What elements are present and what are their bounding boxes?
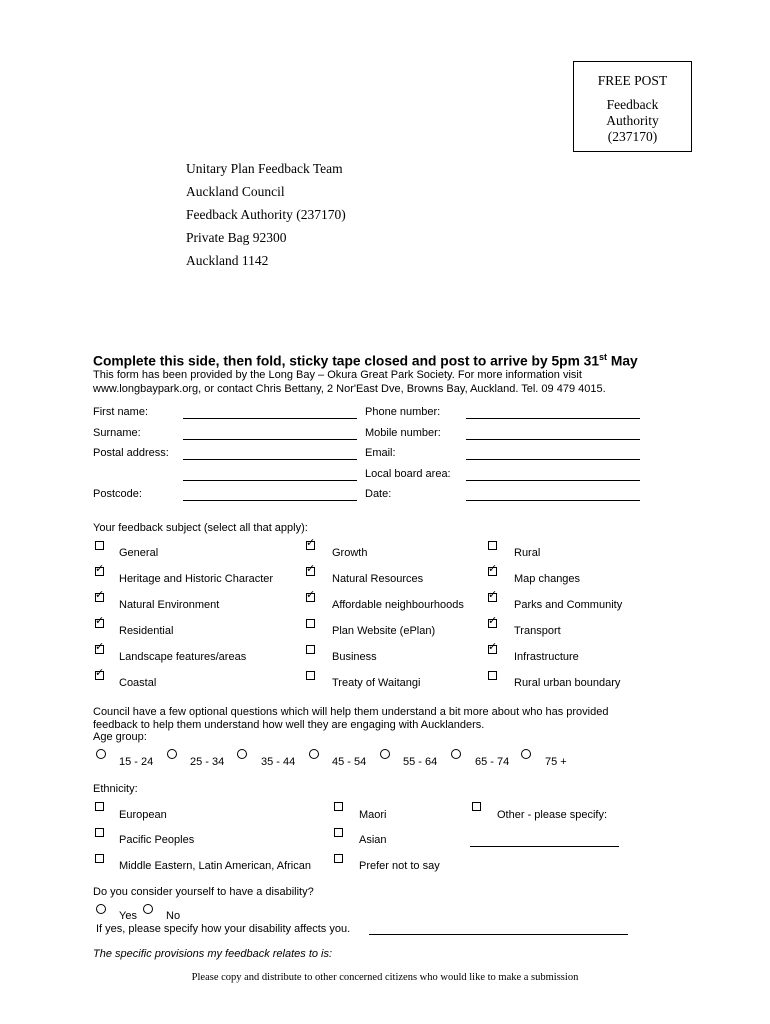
ethnicity-checkbox[interactable]: [334, 802, 343, 811]
subject-checkbox[interactable]: [488, 619, 497, 628]
subject-checkbox[interactable]: [488, 541, 497, 550]
subject-label: Transport: [514, 625, 561, 637]
free-post-label: FREE POST: [597, 73, 668, 88]
local-board-label: Local board area:: [365, 468, 451, 480]
subject-label: Plan Website (ePlan): [332, 625, 436, 637]
age-radio[interactable]: [521, 749, 531, 759]
ethnicity-option: European: [119, 809, 167, 821]
age-radio[interactable]: [380, 749, 390, 759]
optional-intro: Council have a few optional questions which will help them understand a bit more about who has provided: [93, 706, 609, 718]
intro-line: This form has been provided by the Long Bay – Okura Great Park Society. For more information visit: [93, 369, 582, 381]
address-line: Feedback Authority (237170): [186, 207, 346, 222]
subject-label: Coastal: [119, 677, 157, 689]
postal-address-field[interactable]: [183, 459, 357, 460]
subject-checkbox[interactable]: [488, 567, 497, 576]
subject-label: Landscape features/areas: [119, 651, 247, 663]
subject-label: Natural Resources: [332, 573, 424, 585]
subject-checkbox[interactable]: [488, 671, 497, 680]
intro-line: www.longbaypark.org, or contact Chris Bettany, 2 Nor'East Dve, Browns Bay, Auckland. Tel. 09 479 4015.: [93, 383, 606, 395]
age-option-label: 35 - 44: [261, 756, 296, 768]
subject-checkbox[interactable]: [95, 593, 104, 602]
age-radio[interactable]: [237, 749, 247, 759]
subject-label: Parks and Community: [514, 599, 623, 611]
ethnicity-option: Middle Eastern, Latin American, African: [119, 860, 311, 872]
local-board-field[interactable]: [466, 480, 640, 481]
subject-label: Map changes: [514, 573, 581, 585]
subject-checkbox[interactable]: [306, 619, 315, 628]
ethnicity-checkbox[interactable]: [334, 854, 343, 863]
mobile-field[interactable]: [466, 439, 640, 440]
footer-note: Please copy and distribute to other concerned citizens who would like to make a submission: [191, 972, 579, 983]
subject-label: General: [119, 547, 159, 559]
age-option-label: 25 - 34: [190, 756, 225, 768]
first-name-field[interactable]: [183, 418, 357, 419]
ethnicity-option: Other - please specify:: [497, 809, 608, 821]
ethnicity-checkbox[interactable]: [472, 802, 481, 811]
subject-label: Growth: [332, 547, 368, 559]
disability-yes-radio[interactable]: [96, 904, 106, 914]
phone-field[interactable]: [466, 418, 640, 419]
disability-specify-label: If yes, please specify how your disability affects you.: [96, 923, 351, 935]
free-post-box: [573, 61, 692, 152]
postcode-field[interactable]: [183, 500, 357, 501]
age-option-label: 75 +: [545, 756, 567, 768]
age-option-label: 15 - 24: [119, 756, 154, 768]
heading-tail: May: [607, 353, 638, 369]
ethnicity-option: Pacific Peoples: [119, 834, 195, 846]
email-field[interactable]: [466, 459, 640, 460]
subject-label: Infrastructure: [514, 651, 579, 663]
subject-checkbox[interactable]: [95, 619, 104, 628]
disability-no-label: No: [166, 910, 181, 922]
age-option-label: 55 - 64: [403, 756, 438, 768]
subject-label: Rural urban boundary: [514, 677, 621, 689]
heading-main: Complete this side, then fold, sticky tape closed and post to arrive by 5pm 31: [93, 353, 600, 369]
age-option-label: 65 - 74: [475, 756, 510, 768]
address-line: Unitary Plan Feedback Team: [186, 161, 343, 176]
subject-label: Heritage and Historic Character: [119, 573, 274, 585]
subject-checkbox[interactable]: [488, 645, 497, 654]
age-option-label: 45 - 54: [332, 756, 367, 768]
age-group-label: Age group:: [93, 731, 147, 743]
ethnicity-option: Maori: [359, 809, 387, 821]
subject-checkbox[interactable]: [95, 645, 104, 654]
subject-checkbox[interactable]: [488, 593, 497, 602]
form-heading: [93, 352, 638, 369]
subject-checkbox[interactable]: [95, 541, 104, 550]
ethnicity-checkbox[interactable]: [95, 802, 104, 811]
subject-checkbox[interactable]: [306, 645, 315, 654]
surname-field[interactable]: [183, 439, 357, 440]
address-line: Auckland Council: [186, 184, 285, 199]
other-ethnicity-field[interactable]: [470, 846, 619, 847]
disability-yes-label: Yes: [119, 910, 137, 922]
date-field[interactable]: [466, 500, 640, 501]
subject-label: Affordable neighbourhoods: [332, 599, 464, 611]
first-name-label: First name:: [93, 406, 149, 418]
surname-label: Surname:: [93, 427, 141, 439]
address-line: Private Bag 92300: [186, 230, 287, 245]
phone-label: Phone number:: [365, 406, 441, 418]
address-line: Auckland 1142: [186, 253, 269, 268]
ethnicity-checkbox[interactable]: [95, 828, 104, 837]
postal-address-field-2[interactable]: [183, 480, 357, 481]
subject-label: Natural Environment: [119, 599, 220, 611]
intro-text: [93, 368, 606, 396]
postal-address-label: Postal address:: [93, 447, 169, 459]
subject-checkbox[interactable]: [306, 567, 315, 576]
email-label: Email:: [365, 447, 396, 459]
subject-label: Rural: [514, 547, 541, 559]
age-radio[interactable]: [309, 749, 319, 759]
subject-label: Treaty of Waitangi: [332, 677, 421, 689]
provisions-label: The specific provisions my feedback relates to is:: [93, 948, 333, 960]
subject-checkbox[interactable]: [95, 567, 104, 576]
age-radio[interactable]: [96, 749, 106, 759]
age-radio[interactable]: [167, 749, 177, 759]
optional-intro: feedback to help them understand how well they are engaging with Aucklanders.: [93, 719, 485, 731]
authority-number: (237170): [607, 129, 658, 144]
ethnicity-checkbox[interactable]: [334, 828, 343, 837]
disability-no-radio[interactable]: [143, 904, 153, 914]
subject-checkbox[interactable]: [306, 593, 315, 602]
date-label: Date:: [365, 488, 392, 500]
ethnicity-label: Ethnicity:: [93, 783, 138, 795]
disability-specify-field[interactable]: [369, 934, 628, 935]
subject-checkbox[interactable]: [95, 671, 104, 680]
authority-label: Authority: [606, 113, 659, 128]
subject-checkbox[interactable]: [306, 671, 315, 680]
ethnicity-option: Asian: [359, 834, 387, 846]
subject-label: Business: [332, 651, 377, 663]
heading-sup: st: [599, 352, 608, 362]
subject-label: Residential: [119, 625, 174, 637]
mobile-label: Mobile number:: [365, 427, 441, 439]
ethnicity-option: Prefer not to say: [359, 860, 440, 872]
feedback-label: Feedback: [606, 97, 659, 112]
age-radio[interactable]: [451, 749, 461, 759]
subjects-label: Your feedback subject (select all that apply):: [93, 522, 308, 534]
ethnicity-checkbox[interactable]: [95, 854, 104, 863]
subject-checkbox[interactable]: [306, 541, 315, 550]
postcode-label: Postcode:: [93, 488, 142, 500]
disability-question: Do you consider yourself to have a disability?: [93, 886, 314, 898]
